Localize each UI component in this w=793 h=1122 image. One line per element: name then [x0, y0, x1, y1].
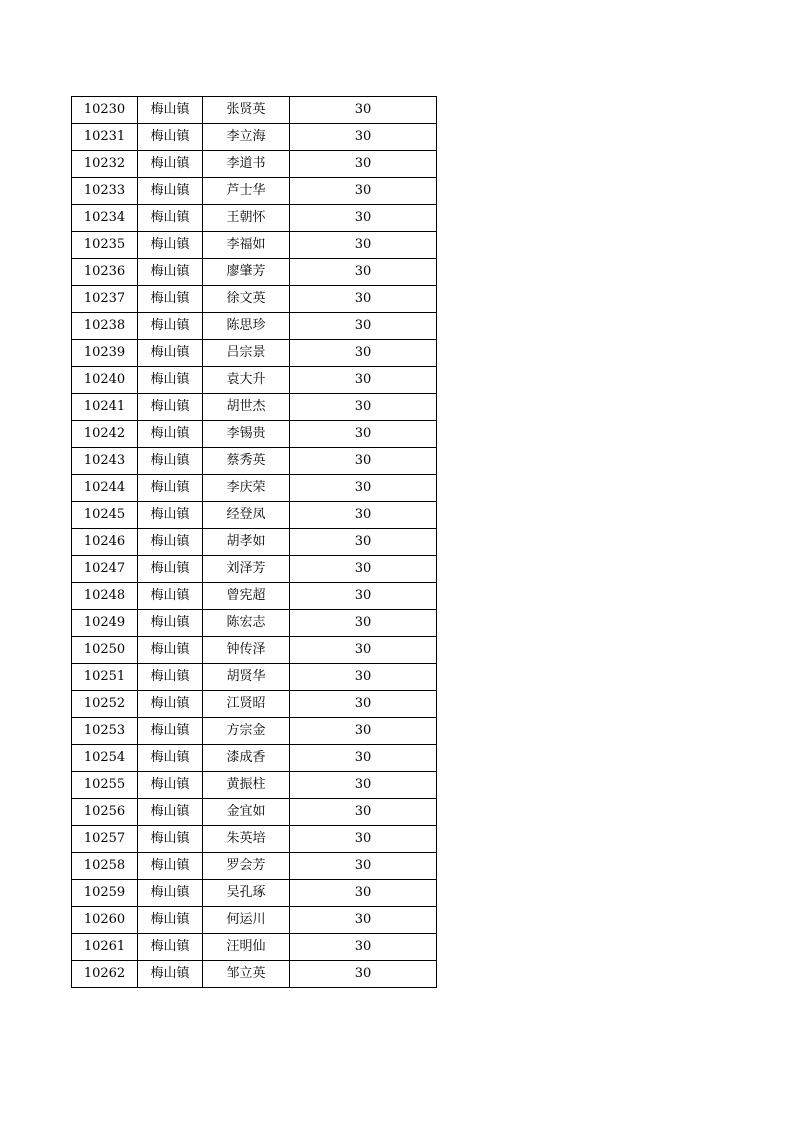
- id-cell: 10252: [72, 691, 138, 718]
- town-cell: 梅山镇: [138, 502, 203, 529]
- id-cell: 10253: [72, 718, 138, 745]
- amount-cell: 30: [290, 880, 437, 907]
- town-cell: 梅山镇: [138, 448, 203, 475]
- name-cell: 李道书: [203, 151, 290, 178]
- table-row: [72, 421, 437, 448]
- name-cell: 邹立英: [203, 961, 290, 988]
- name-cell: 陈思珍: [203, 313, 290, 340]
- amount-cell: 30: [290, 502, 437, 529]
- table-row: [72, 637, 437, 664]
- town-cell: 梅山镇: [138, 745, 203, 772]
- name-cell: 何运川: [203, 907, 290, 934]
- amount-cell: 30: [290, 232, 437, 259]
- town-cell: 梅山镇: [138, 799, 203, 826]
- town-cell: 梅山镇: [138, 718, 203, 745]
- id-cell: 10260: [72, 907, 138, 934]
- id-cell: 10231: [72, 124, 138, 151]
- table-row: [72, 934, 437, 961]
- name-cell: 李立海: [203, 124, 290, 151]
- town-cell: 梅山镇: [138, 961, 203, 988]
- name-cell: 曾宪超: [203, 583, 290, 610]
- town-cell: 梅山镇: [138, 556, 203, 583]
- table-row: [72, 907, 437, 934]
- name-cell: 李锡贵: [203, 421, 290, 448]
- town-cell: 梅山镇: [138, 259, 203, 286]
- amount-cell: 30: [290, 367, 437, 394]
- name-cell: 胡世杰: [203, 394, 290, 421]
- id-cell: 10255: [72, 772, 138, 799]
- town-cell: 梅山镇: [138, 934, 203, 961]
- name-cell: 汪明仙: [203, 934, 290, 961]
- amount-cell: 30: [290, 853, 437, 880]
- table-row: [72, 853, 437, 880]
- id-cell: 10242: [72, 421, 138, 448]
- town-cell: 梅山镇: [138, 691, 203, 718]
- table-row: [72, 259, 437, 286]
- table-row: [72, 178, 437, 205]
- id-cell: 10239: [72, 340, 138, 367]
- amount-cell: 30: [290, 529, 437, 556]
- town-cell: 梅山镇: [138, 529, 203, 556]
- id-cell: 10262: [72, 961, 138, 988]
- name-cell: 张贤英: [203, 97, 290, 124]
- id-cell: 10246: [72, 529, 138, 556]
- table-row: [72, 691, 437, 718]
- amount-cell: 30: [290, 205, 437, 232]
- id-cell: 10254: [72, 745, 138, 772]
- amount-cell: 30: [290, 97, 437, 124]
- table-row: [72, 826, 437, 853]
- id-cell: 10259: [72, 880, 138, 907]
- table-row: [72, 232, 437, 259]
- town-cell: 梅山镇: [138, 421, 203, 448]
- amount-cell: 30: [290, 610, 437, 637]
- name-cell: 黄振柱: [203, 772, 290, 799]
- amount-cell: 30: [290, 124, 437, 151]
- name-cell: 经登凤: [203, 502, 290, 529]
- town-cell: 梅山镇: [138, 907, 203, 934]
- amount-cell: 30: [290, 583, 437, 610]
- name-cell: 罗会芳: [203, 853, 290, 880]
- amount-cell: 30: [290, 313, 437, 340]
- town-cell: 梅山镇: [138, 664, 203, 691]
- town-cell: 梅山镇: [138, 340, 203, 367]
- table-row: [72, 151, 437, 178]
- table-row: [72, 745, 437, 772]
- id-cell: 10234: [72, 205, 138, 232]
- name-cell: 胡孝如: [203, 529, 290, 556]
- id-cell: 10243: [72, 448, 138, 475]
- table-row: [72, 124, 437, 151]
- data-table: [71, 96, 437, 988]
- name-cell: 李庆荣: [203, 475, 290, 502]
- amount-cell: 30: [290, 556, 437, 583]
- name-cell: 吕宗景: [203, 340, 290, 367]
- id-cell: 10247: [72, 556, 138, 583]
- table-row: [72, 502, 437, 529]
- id-cell: 10244: [72, 475, 138, 502]
- name-cell: 陈宏志: [203, 610, 290, 637]
- table-row: [72, 475, 437, 502]
- amount-cell: 30: [290, 448, 437, 475]
- name-cell: 徐文英: [203, 286, 290, 313]
- table-row: [72, 880, 437, 907]
- amount-cell: 30: [290, 772, 437, 799]
- table-row: [72, 583, 437, 610]
- town-cell: 梅山镇: [138, 178, 203, 205]
- amount-cell: 30: [290, 826, 437, 853]
- name-cell: 廖肇芳: [203, 259, 290, 286]
- table-row: [72, 97, 437, 124]
- id-cell: 10261: [72, 934, 138, 961]
- name-cell: 漆成香: [203, 745, 290, 772]
- table-body: [72, 97, 437, 988]
- id-cell: 10238: [72, 313, 138, 340]
- id-cell: 10235: [72, 232, 138, 259]
- town-cell: 梅山镇: [138, 367, 203, 394]
- town-cell: 梅山镇: [138, 610, 203, 637]
- amount-cell: 30: [290, 286, 437, 313]
- name-cell: 蔡秀英: [203, 448, 290, 475]
- amount-cell: 30: [290, 637, 437, 664]
- table-row: [72, 340, 437, 367]
- name-cell: 李福如: [203, 232, 290, 259]
- id-cell: 10251: [72, 664, 138, 691]
- amount-cell: 30: [290, 664, 437, 691]
- name-cell: 江贤昭: [203, 691, 290, 718]
- table-row: [72, 718, 437, 745]
- table-row: [72, 772, 437, 799]
- table-row: [72, 799, 437, 826]
- amount-cell: 30: [290, 178, 437, 205]
- town-cell: 梅山镇: [138, 151, 203, 178]
- town-cell: 梅山镇: [138, 583, 203, 610]
- table-row: [72, 961, 437, 988]
- amount-cell: 30: [290, 907, 437, 934]
- town-cell: 梅山镇: [138, 772, 203, 799]
- name-cell: 朱英培: [203, 826, 290, 853]
- name-cell: 刘泽芳: [203, 556, 290, 583]
- town-cell: 梅山镇: [138, 313, 203, 340]
- table-row: [72, 367, 437, 394]
- id-cell: 10233: [72, 178, 138, 205]
- id-cell: 10258: [72, 853, 138, 880]
- id-cell: 10236: [72, 259, 138, 286]
- amount-cell: 30: [290, 421, 437, 448]
- id-cell: 10237: [72, 286, 138, 313]
- id-cell: 10256: [72, 799, 138, 826]
- table-row: [72, 664, 437, 691]
- id-cell: 10241: [72, 394, 138, 421]
- amount-cell: 30: [290, 259, 437, 286]
- name-cell: 袁大升: [203, 367, 290, 394]
- name-cell: 胡贤华: [203, 664, 290, 691]
- id-cell: 10230: [72, 97, 138, 124]
- town-cell: 梅山镇: [138, 286, 203, 313]
- table-row: [72, 448, 437, 475]
- name-cell: 钟传泽: [203, 637, 290, 664]
- table-row: [72, 286, 437, 313]
- town-cell: 梅山镇: [138, 637, 203, 664]
- amount-cell: 30: [290, 745, 437, 772]
- town-cell: 梅山镇: [138, 124, 203, 151]
- name-cell: 吴孔琢: [203, 880, 290, 907]
- town-cell: 梅山镇: [138, 394, 203, 421]
- town-cell: 梅山镇: [138, 853, 203, 880]
- name-cell: 金宜如: [203, 799, 290, 826]
- town-cell: 梅山镇: [138, 826, 203, 853]
- town-cell: 梅山镇: [138, 232, 203, 259]
- name-cell: 方宗金: [203, 718, 290, 745]
- amount-cell: 30: [290, 475, 437, 502]
- id-cell: 10245: [72, 502, 138, 529]
- amount-cell: 30: [290, 799, 437, 826]
- table-row: [72, 313, 437, 340]
- amount-cell: 30: [290, 718, 437, 745]
- id-cell: 10248: [72, 583, 138, 610]
- name-cell: 王朝怀: [203, 205, 290, 232]
- table-row: [72, 556, 437, 583]
- name-cell: 芦士华: [203, 178, 290, 205]
- amount-cell: 30: [290, 961, 437, 988]
- table-row: [72, 394, 437, 421]
- town-cell: 梅山镇: [138, 205, 203, 232]
- town-cell: 梅山镇: [138, 97, 203, 124]
- id-cell: 10257: [72, 826, 138, 853]
- id-cell: 10250: [72, 637, 138, 664]
- table-row: [72, 529, 437, 556]
- town-cell: 梅山镇: [138, 475, 203, 502]
- id-cell: 10249: [72, 610, 138, 637]
- town-cell: 梅山镇: [138, 880, 203, 907]
- id-cell: 10240: [72, 367, 138, 394]
- table-row: [72, 205, 437, 232]
- id-cell: 10232: [72, 151, 138, 178]
- amount-cell: 30: [290, 934, 437, 961]
- amount-cell: 30: [290, 691, 437, 718]
- amount-cell: 30: [290, 394, 437, 421]
- amount-cell: 30: [290, 340, 437, 367]
- table-row: [72, 610, 437, 637]
- amount-cell: 30: [290, 151, 437, 178]
